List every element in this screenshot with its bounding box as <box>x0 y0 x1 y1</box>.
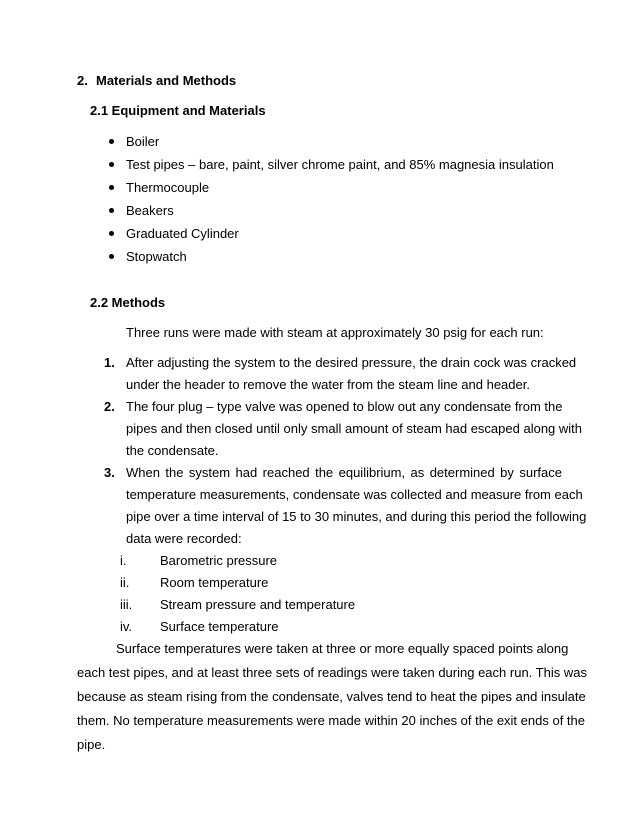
bullet-icon <box>109 231 114 236</box>
bullet-icon <box>109 254 114 259</box>
bullet-icon <box>109 185 114 190</box>
step-number: 2. <box>104 399 115 414</box>
paragraph-line: them. No temperature measurements were made within 20 inches of the exit ends of the <box>77 713 585 728</box>
paragraph-line: pipe. <box>77 737 106 752</box>
step-line: pipes and then closed until only small amount of steam had escaped along with <box>126 421 583 436</box>
list-item-label: Thermocouple <box>126 180 210 195</box>
list-item-label: Room temperature <box>160 575 269 590</box>
step-line: When the system had reached the equilibrium, as determined by surface <box>126 465 562 480</box>
bullet-icon <box>109 208 114 213</box>
section-title: Materials and Methods <box>96 73 237 88</box>
list-item-label: Graduated Cylinder <box>126 226 239 241</box>
step-line: temperature measurements, condensate was collected and measure from each <box>126 487 583 502</box>
step-number: 3. <box>104 465 115 480</box>
list-item-label: Stopwatch <box>126 249 187 264</box>
list-item-label: Boiler <box>126 134 160 149</box>
list-item-label: Test pipes – bare, paint, silver chrome paint, and 85% magnesia insulation <box>126 157 554 172</box>
equipment-heading: 2.1 Equipment and Materials <box>90 103 266 118</box>
list-item-label: Stream pressure and temperature <box>160 597 356 612</box>
roman-numeral: iv. <box>120 619 133 634</box>
roman-numeral: iii. <box>120 597 133 612</box>
step-line: data were recorded: <box>126 531 242 546</box>
list-item-label: Barometric pressure <box>160 553 278 568</box>
step-line: After adjusting the system to the desired pressure, the drain cock was cracked <box>126 355 577 370</box>
paragraph-line: because as steam rising from the condensate, valves tend to heat the pipes and insulate <box>77 689 586 704</box>
paragraph-line: Surface temperatures were taken at three or more equally spaced points along <box>116 641 569 656</box>
bullet-icon <box>109 139 114 144</box>
section-number: 2. <box>77 73 88 88</box>
roman-numeral: i. <box>120 553 127 568</box>
list-item-label: Surface temperature <box>160 619 279 634</box>
step-line: The four plug – type valve was opened to blow out any condensate from the <box>126 399 563 414</box>
step-line: pipe over a time interval of 15 to 30 minutes, and during this period the following <box>126 509 587 524</box>
paragraph-line: each test pipes, and at least three sets of readings were taken during each run. This was <box>77 665 587 680</box>
methods-heading: 2.2 Methods <box>90 295 166 310</box>
list-item-label: Beakers <box>126 203 174 218</box>
step-number: 1. <box>104 355 115 370</box>
step-line: the condensate. <box>126 443 219 458</box>
methods-intro: Three runs were made with steam at approximately 30 psig for each run: <box>126 325 544 340</box>
roman-numeral: ii. <box>120 575 130 590</box>
step-line: under the header to remove the water from the steam line and header. <box>126 377 530 392</box>
bullet-icon <box>109 162 114 167</box>
